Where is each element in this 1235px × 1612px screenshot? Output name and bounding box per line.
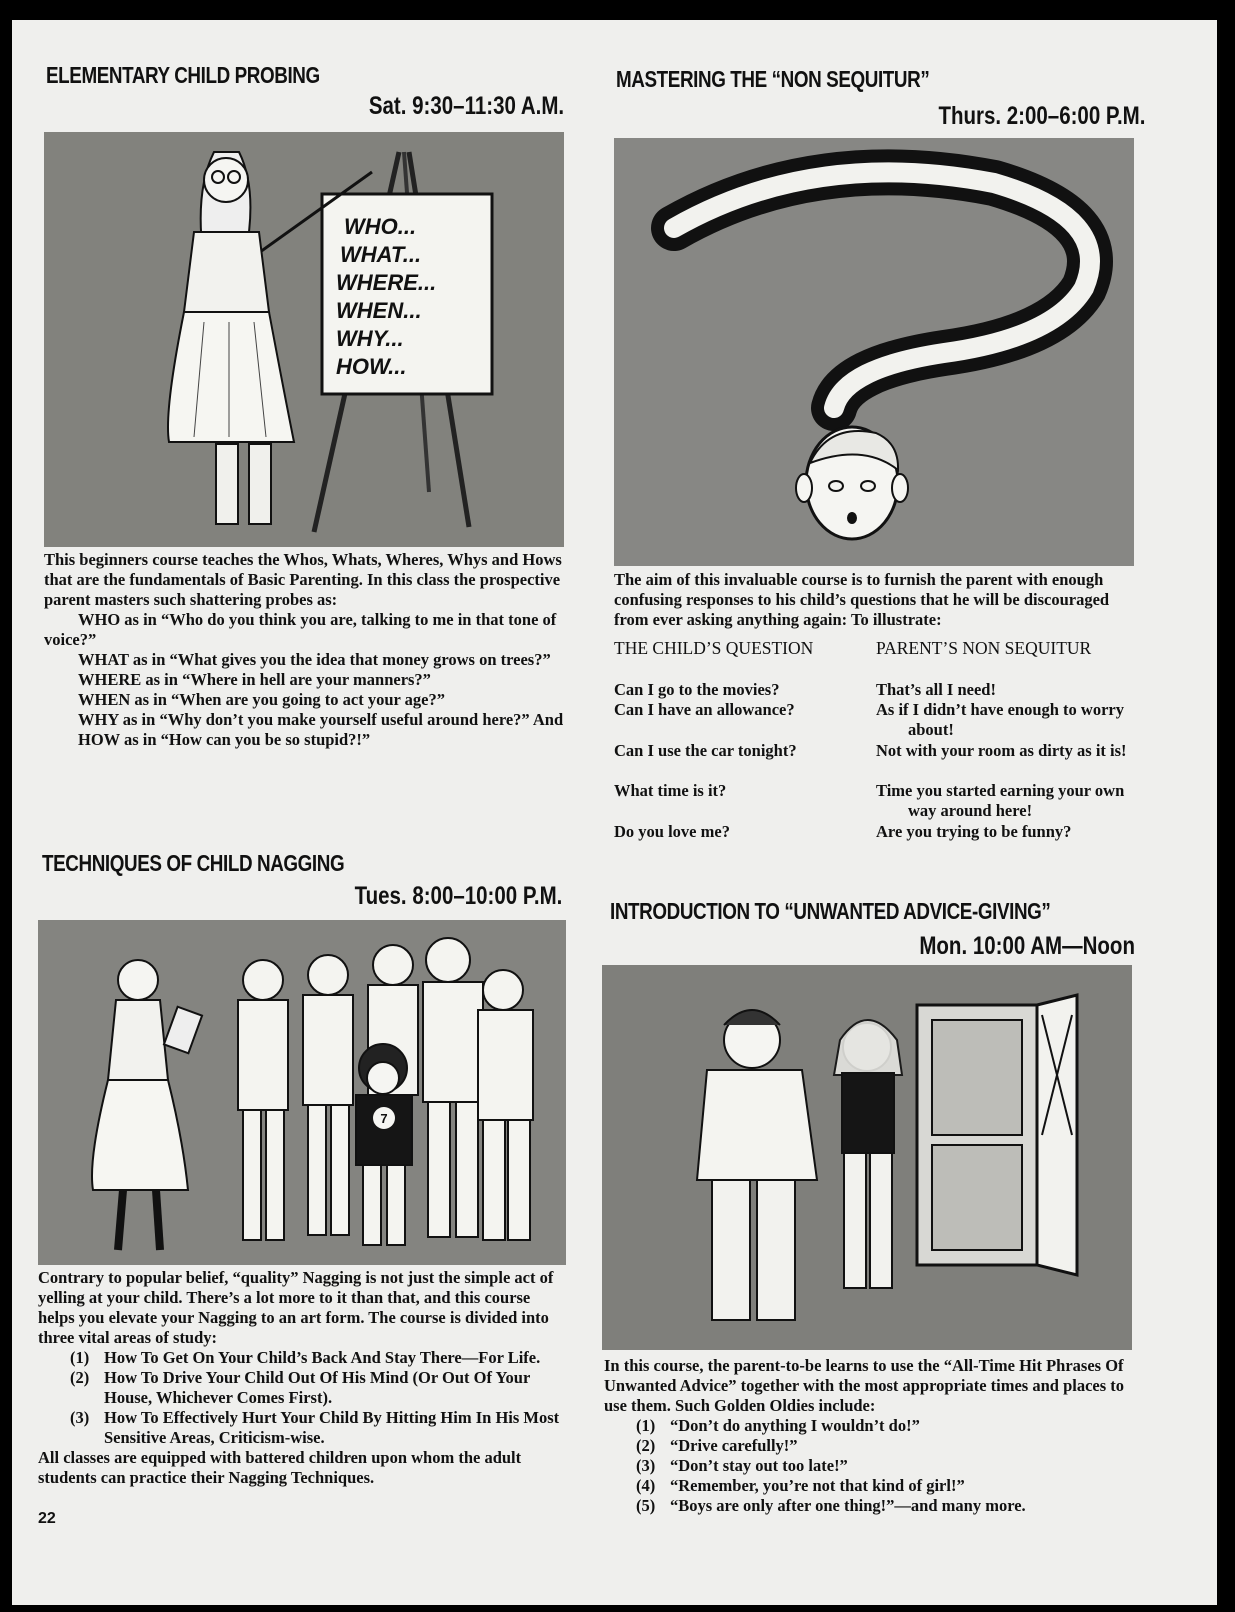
page-number: 22 <box>38 1510 56 1527</box>
answer-4: Time you started earning your own way around here! <box>876 781 1125 820</box>
advice-item-1-text: “Don’t do anything I wouldn’t do!” <box>670 1416 920 1435</box>
easel-word-how: HOW... <box>336 354 407 379</box>
probing-body <box>44 550 564 750</box>
nonsequitur-intro: The aim of this invaluable course is to furnish the parent with enough confusing responses to his child’s questions that he will be discouraged from ever asking anything again: To illustrate: <box>614 570 1110 629</box>
question-5: Do you love me? <box>614 822 730 841</box>
nagging-time: Tues. 8:00–10:00 P.M. <box>354 882 562 910</box>
advice-item-3-number: (3) <box>636 1456 656 1475</box>
nagging-item-2-number: (2) <box>70 1368 90 1387</box>
advice-item-1-number: (1) <box>636 1416 656 1435</box>
advice-time: Mon. 10:00 AM—Noon <box>919 932 1135 960</box>
easel-word-what: WHAT... <box>340 242 422 267</box>
advice-intro: In this course, the parent-to-be learns to use the “All-Time Hit Phrases Of Unwanted Advice” together with the most appropriate times and places to use them. Such Golden Oldies include: <box>604 1356 1125 1415</box>
advice-item-2-number: (2) <box>636 1436 656 1455</box>
question-1: Can I go to the movies? <box>614 680 780 699</box>
advice-item-5-number: (5) <box>636 1496 656 1515</box>
advice-item-5 <box>604 1496 1132 1516</box>
answer-5: Are you trying to be funny? <box>876 822 1072 841</box>
probing-line-why: WHY as in “Why don’t you make yourself useful around here?” And <box>78 710 564 729</box>
probing-title: ELEMENTARY CHILD PROBING <box>46 62 320 88</box>
advice-item-4 <box>604 1476 1132 1496</box>
nagging-body <box>38 1268 566 1488</box>
column-header-answer: PARENT’S NON SEQUITUR <box>876 638 1092 658</box>
advice-body <box>604 1356 1132 1516</box>
nagging-item-2 <box>38 1368 566 1408</box>
nonsequitur-title: MASTERING THE “NON SEQUITUR” <box>616 66 930 92</box>
answer-1: That’s all I need! <box>876 680 996 699</box>
easel-word-who: WHO... <box>344 214 417 239</box>
probing-line-what: WHAT as in “What gives you the idea that money grows on trees?” <box>78 650 551 669</box>
probing-line-where: WHERE as in “Where in hell are your manners?” <box>78 670 431 689</box>
advice-title: INTRODUCTION TO “UNWANTED ADVICE-GIVING” <box>610 898 1051 924</box>
crowd-nagging-child-drawing <box>38 920 566 1265</box>
probing-line-who: WHO as in “Who do you think you are, talking to me in that tone of voice?” <box>44 610 557 649</box>
nagging-item-3-number: (3) <box>70 1408 90 1427</box>
nagging-item-3 <box>38 1408 566 1448</box>
nagging-list <box>38 1348 566 1448</box>
nagging-item-1-text: How To Get On Your Child’s Back And Stay There—For Life. <box>104 1348 541 1367</box>
answer-2: As if I didn’t have enough to worry about! <box>876 700 1124 739</box>
probing-illustration <box>44 132 564 547</box>
advice-item-3-text: “Don’t stay out too late!” <box>670 1456 848 1475</box>
question-2: Can I have an allowance? <box>614 700 795 719</box>
advice-item-5-text: “Boys are only after one thing!”—and many more. <box>670 1496 1026 1515</box>
easel-word-where: WHERE... <box>336 270 437 295</box>
probing-line-how: HOW as in “How can you be so stupid?!” <box>78 730 371 749</box>
advice-item-2-text: “Drive carefully!” <box>670 1436 798 1455</box>
question-3: Can I use the car tonight? <box>614 741 797 760</box>
advice-item-2 <box>604 1436 1132 1456</box>
nagging-title: TECHNIQUES OF CHILD NAGGING <box>42 850 345 876</box>
nonsequitur-table <box>614 638 1134 868</box>
question-mark-boy-drawing <box>614 138 1134 566</box>
father-daughter-door-drawing <box>602 965 1132 1350</box>
advice-item-4-text: “Remember, you’re not that kind of girl!” <box>670 1476 965 1495</box>
column-header-question: THE CHILD’S QUESTION <box>614 638 814 658</box>
magazine-page <box>12 20 1217 1605</box>
nonsequitur-time: Thurs. 2:00–6:00 P.M. <box>938 102 1145 130</box>
nagging-intro: Contrary to popular belief, “quality” Nagging is not just the simple act of yelling at your child. There’s a lot more to it than that, and this course helps you elevate your Nagging to an art form. The course is divided into three vital areas of study: <box>38 1268 554 1347</box>
advice-item-3 <box>604 1456 1132 1476</box>
nagging-illustration <box>38 920 566 1265</box>
question-4: What time is it? <box>614 781 727 800</box>
nonsequitur-illustration <box>614 138 1134 566</box>
probing-intro: This beginners course teaches the Whos, Whats, Wheres, Whys and Hows that are the fundamentals of Basic Parenting. In this class the prospective parent masters such shattering probes as: <box>44 550 562 609</box>
nagging-item-2-text: How To Drive Your Child Out Of His Mind (Or Out Of Your House, Whichever Comes First). <box>104 1368 531 1407</box>
probing-line-when: WHEN as in “When are you going to act your age?” <box>78 690 445 709</box>
easel-word-when: WHEN... <box>336 298 422 323</box>
probing-time: Sat. 9:30–11:30 A.M. <box>368 92 564 120</box>
answer-3: Not with your room as dirty as it is! <box>876 741 1127 760</box>
advice-list <box>604 1416 1132 1516</box>
easel-word-why: WHY... <box>336 326 404 351</box>
child-shirt-number: 7 <box>380 1111 388 1126</box>
nagging-item-1 <box>38 1348 566 1368</box>
advice-item-1 <box>604 1416 1132 1436</box>
nagging-item-1-number: (1) <box>70 1348 90 1367</box>
advice-illustration <box>602 965 1132 1350</box>
nagging-outro: All classes are equipped with battered children upon whom the adult students can practice their Nagging Techniques. <box>38 1448 522 1487</box>
advice-item-4-number: (4) <box>636 1476 656 1495</box>
nagging-item-3-text: How To Effectively Hurt Your Child By Hitting Him In His Most Sensitive Areas, Criticism-wise. <box>104 1408 560 1447</box>
teacher-easel-drawing <box>44 132 564 547</box>
